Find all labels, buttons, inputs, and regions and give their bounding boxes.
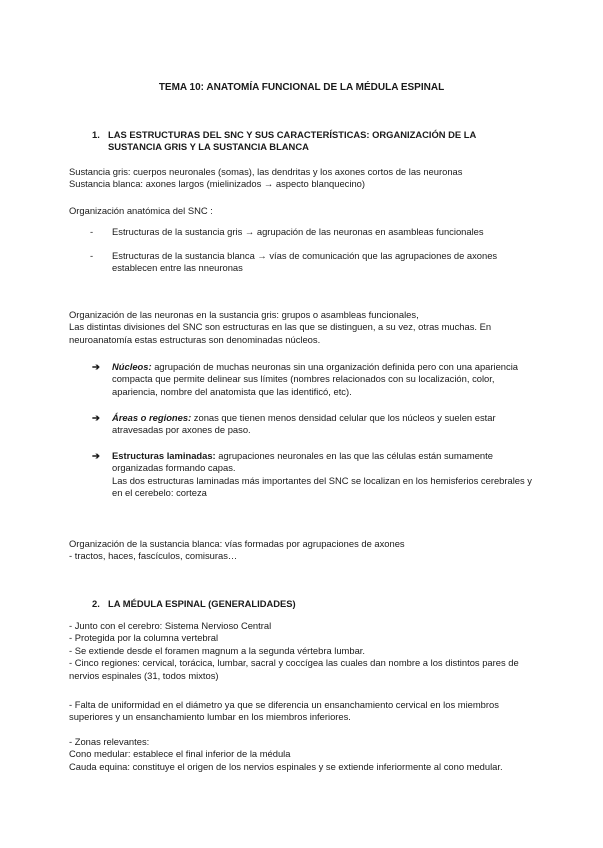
dash-mark: - (90, 250, 94, 261)
section-2-heading (92, 598, 532, 610)
zonas-label: - Zonas relevantes: (69, 736, 150, 747)
list-item (90, 250, 540, 275)
cauda-equina-line: Cauda equina: constituye el origen de los nervios espinales y se extiende inferiormente al cono medular. (69, 760, 503, 772)
sustancia-blanca-line: Sustancia blanca: axones largos (mielinizados → aspecto blanquecino) (69, 178, 366, 190)
list-item: - Protegida por la columna vertebral (69, 632, 219, 644)
list-item-laminadas (92, 450, 542, 500)
document-title: TEMA 10: ANATOMÍA FUNCIONAL DE LA MÉDULA ESPINAL (158, 82, 445, 93)
sustancia-gris-line: Sustancia gris: cuerpos neuronales (somas), las dendritas y los axones cortos de las neuronas (69, 166, 463, 177)
term-laminadas: Estructuras laminadas: (112, 450, 216, 461)
gris-org-line: Organización de las neuronas en la sustancia gris: grupos o asambleas funcionales, (69, 309, 419, 320)
arrow-icon: ➔ (92, 412, 100, 423)
section-2-number: 2. (92, 598, 100, 609)
laminadas-extra: Las dos estructuras laminadas más importantes del SNC se localizan en los hemisferios cerebrales y en el cerebelo: corteza (112, 474, 532, 499)
snc-divisions-text: Las distintas divisiones del SNC son estructuras en las que se distinguen, a su vez, otras muchas. En neuroanatomía estas estructuras son denominadas núcleos. (69, 321, 492, 345)
list-item-nucleos (92, 361, 542, 398)
list-item: - Cinco regiones: cervical, torácica, lumbar, sacral y coccígea las cuales dan nombre a los distintos pares de nervios espinales (31, todos mixtos) (69, 657, 519, 681)
list-item: - Se extiende desde el foramen magnum a la segunda vértebra lumbar. (69, 644, 366, 656)
blanca-examples-line: - tractos, haces, fascículos, comisuras… (69, 550, 238, 562)
blanca-organization-paragraph (69, 538, 539, 563)
arrow-item-text (92, 450, 542, 500)
uniformity-paragraph (69, 699, 539, 724)
list-item: - Junto con el cerebro: Sistema Nervioso Central (69, 620, 272, 631)
dash-item-text: Estructuras de la sustancia gris → agrupación de las neuronas en asambleas funcionales (112, 226, 484, 237)
arrow-item-text (92, 412, 542, 437)
gris-organization-paragraph (69, 309, 539, 346)
def-laminadas: agrupaciones neuronales en las que las células están sumamente organizadas formando capas. (112, 450, 493, 474)
arrow-item-text (92, 361, 542, 398)
blanca-org-line: Organización de la sustancia blanca: vías formadas por agrupaciones de axones (69, 538, 405, 549)
uniformity-text: - Falta de uniformidad en el diámetro ya que se diferencia un ensanchamiento cervical en los miembros superiores y un ensanchamiento lumbar en los miembros inferiores. (69, 699, 499, 723)
section-1-heading (92, 129, 532, 154)
def-nucleos: agrupación de muchas neuronas sin una organización definida pero con una apariencia compacta que permite delinear sus límites (nombres relacionados con su localización, color, apariencia, nombre del anatomista que las identificó, etc). (112, 361, 518, 397)
org-anatomica-label (69, 205, 539, 217)
arrow-icon: ➔ (92, 450, 100, 461)
dash-item-text: Estructuras de la sustancia blanca → vías de comunicación que las agrupaciones de axones establecen entre las nneuronas (112, 250, 498, 274)
term-nucleos: Núcleos: (112, 361, 152, 372)
list-item (90, 226, 540, 238)
arrow-icon: ➔ (92, 361, 100, 372)
term-areas: Áreas o regiones: (112, 412, 192, 423)
medula-generalidades-list (69, 620, 539, 682)
zonas-relevantes (69, 736, 539, 773)
dash-mark: - (90, 226, 94, 237)
section-2-heading-text: LA MÉDULA ESPINAL (GENERALIDADES) (108, 598, 296, 609)
section-1-heading-text: LAS ESTRUCTURAS DEL SNC Y SUS CARACTERÍSTICAS: ORGANIZACIÓN DE LA SUSTANCIA GRIS Y LA SUSTANCIA BLANCA (108, 129, 476, 153)
sustancia-definitions (69, 166, 539, 191)
list-item-areas (92, 412, 542, 437)
org-anatomica-text: Organización anatómica del SNC : (69, 205, 213, 216)
cono-medular-line: Cono medular: establece el final inferior de la médula (69, 748, 291, 760)
section-1-number: 1. (92, 129, 100, 140)
def-areas: zonas que tienen menos densidad celular que los núcleos y suelen estar atravesadas por axones de paso. (112, 412, 496, 436)
